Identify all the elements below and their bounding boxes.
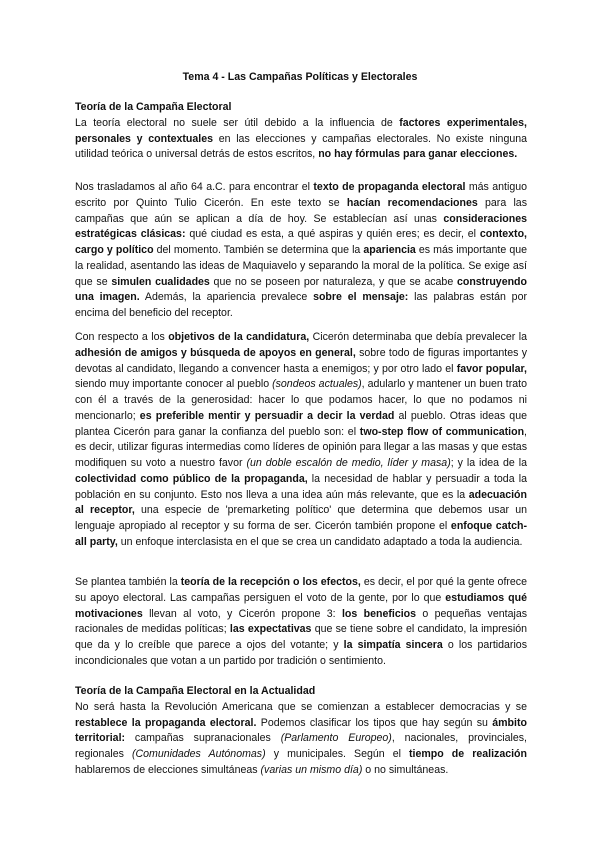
text-run: del momento. También se determina que la [153, 244, 364, 256]
text-run: o pequeñas ventajas racionales de medidas políticas; [75, 607, 528, 636]
text-run: No será hasta la Revolución Americana que se comienzan a establecer democracias y se [75, 700, 527, 713]
text-run: es más importante que la realidad, asentando las ideas de Maquiavelo y separando la moral de la política. Se exige así que se [75, 244, 528, 288]
text-run: llevan al voto, y Cicerón propone 3: [142, 607, 342, 620]
bold-text: hacían recomendaciones [346, 196, 478, 209]
paragraph [75, 700, 527, 779]
text-run: Además, la apariencia prevalece [139, 291, 314, 304]
bold-text: adhesión de amigos y búsqueda de apoyos en general, [75, 346, 356, 359]
text-run: sobre todo de figuras importantes y devotas al candidato, llegando a convencer hasta a enemigos; y por otro lado el [75, 346, 527, 375]
bold-text: teoría de la recepción o los efectos, [180, 576, 361, 588]
bold-text: construyendo una imagen. [75, 275, 527, 304]
italic-text: (Comunidades Autónomas) [131, 748, 266, 760]
text-run: , adularlo y mantener un buen trato con él a través de la generosidad: hacer lo que podamos hacer, lo que no podamos ni mencionarlo; [75, 378, 527, 422]
text-run: Podemos clasificar los tipos que hay según su [256, 716, 493, 729]
paragraph [75, 575, 527, 670]
text-run: , nacionales, provinciales, regionales [75, 732, 527, 760]
text-run: , es decir, utilizar figuras intermedias como líderes de opinión para llegar a las masas y que estas modifiquen su voto a nuestro favor [75, 425, 527, 469]
bold-text: colectividad como público de la propaganda, [75, 472, 308, 485]
bold-text: la simpatía sincera [343, 639, 443, 651]
bold-text: estudiamos qué motivaciones [75, 591, 527, 620]
section-objetivos [75, 330, 527, 551]
bold-text: ámbito territorial: [75, 716, 527, 745]
italic-text: (varias un mismo día) [260, 763, 363, 776]
text-run: hablaremos de elecciones simultáneas [75, 763, 261, 776]
text-run: más antiguo escrito por Quinto Tulio Cicerón. En este texto se [75, 181, 528, 209]
bold-text: no hay fórmulas para ganar elecciones. [318, 148, 518, 161]
text-run: o no simultáneas. [362, 763, 449, 776]
text-run: o los partidarios incondicionales que votan a un partido por tradición o sentimiento. [75, 639, 527, 667]
text-run: La teoría electoral no suele ser útil debido a la influencia de [75, 116, 400, 129]
text-run: en las elecciones y campañas electorales. No existe ninguna utilidad teórica o universal detrás de estos escritos, [75, 132, 528, 161]
text-run: ; y la idea de la [450, 457, 527, 469]
document-title: Tema 4 - Las Campañas Políticas y Electorales [182, 71, 418, 83]
bold-text: es preferible mentir y persuadir a decir la verdad [139, 409, 395, 422]
text-run: Cicerón determinaba que debía prevalecer la [309, 331, 527, 343]
bold-text: objetivos de la candidatura, [168, 331, 310, 343]
text-run: Se plantea también la [75, 576, 181, 588]
bold-text: contexto, cargo y político [75, 228, 527, 256]
section-heading: Teoría de la Campaña Electoral [75, 101, 232, 113]
section-recepcion [75, 575, 527, 670]
text-run: que no se poseen por naturaleza, y que se acabe [209, 275, 457, 288]
section-actualidad [75, 684, 527, 779]
italic-text: (sondeos actuales) [272, 378, 362, 391]
bold-text: simulen cualidades [111, 275, 210, 288]
bold-text: restablece la propaganda electoral. [75, 716, 257, 729]
text-run: Nos trasladamos al año 64 a.C. para encontrar el [75, 181, 314, 193]
bold-text: factores experimentales, personales y contextuales [75, 116, 527, 145]
paragraph [75, 116, 527, 163]
bold-text: los beneficios [341, 607, 417, 620]
text-run: una especie de 'premarketing político' que determina que debemos usar un lenguaje apropiado al receptor y su forma de ser. Cicerón también propone el [75, 504, 528, 532]
section-teoria-campana [75, 100, 527, 163]
text-run: que se tiene sobre el candidato, la impresión que da y lo creíble que parece a ojos del votante; y [75, 623, 527, 651]
bold-text: apariencia [363, 244, 416, 256]
bold-text: adecuación al receptor, [75, 488, 527, 517]
bold-text: two-step flow of communication [359, 425, 525, 438]
bold-text: las expectativas [229, 623, 312, 636]
text-run: para las campañas que aún se aplican a día de hoy. Se establecían así unas [75, 196, 527, 225]
bold-text: sobre el mensaje: [313, 291, 409, 304]
paragraph [75, 330, 527, 551]
section-heading: Teoría de la Campaña Electoral en la Actualidad [75, 685, 316, 697]
bold-text: consideraciones estratégicas clásicas: [75, 212, 527, 241]
text-run: qué ciudad es esta, a qué aspiras y quién eres; es decir, el [185, 228, 480, 241]
bold-text: favor popular, [456, 362, 527, 375]
paragraph [75, 180, 527, 322]
text-run: un enfoque interclasista en el que se crea un candidato adaptado a toda la audiencia. [117, 535, 523, 548]
italic-text: (un doble escalón de medio, líder y masa) [246, 457, 451, 469]
italic-text: (Parlamento Europeo) [280, 732, 392, 745]
text-run: campañas supranacionales [125, 732, 281, 745]
text-run: siendo muy importante conocer al pueblo [75, 378, 273, 391]
section-ciceron [75, 180, 527, 322]
bold-text: enfoque catch-all party, [75, 520, 528, 548]
bold-text: texto de propaganda electoral [313, 181, 466, 193]
text-run: es decir, el por qué la gente ofrece su apoyo electoral. Las campañas persiguen el voto de la gente, por lo que [75, 576, 527, 604]
bold-text: tiempo de realización [409, 748, 527, 760]
text-run: y municipales. Según el [265, 748, 410, 760]
text-run: la necesidad de hablar y persuadir a toda la población en su conjunto. Esto nos lleva a una idea aún más relevante, que es la [75, 472, 527, 501]
text-run: las palabras están por encima del beneficio del receptor. [75, 291, 527, 319]
text-run: al pueblo. Otras ideas que plantea Cicerón para ganar la confianza del pueblo son: el [75, 409, 527, 438]
text-run: Con respecto a los [75, 331, 169, 343]
